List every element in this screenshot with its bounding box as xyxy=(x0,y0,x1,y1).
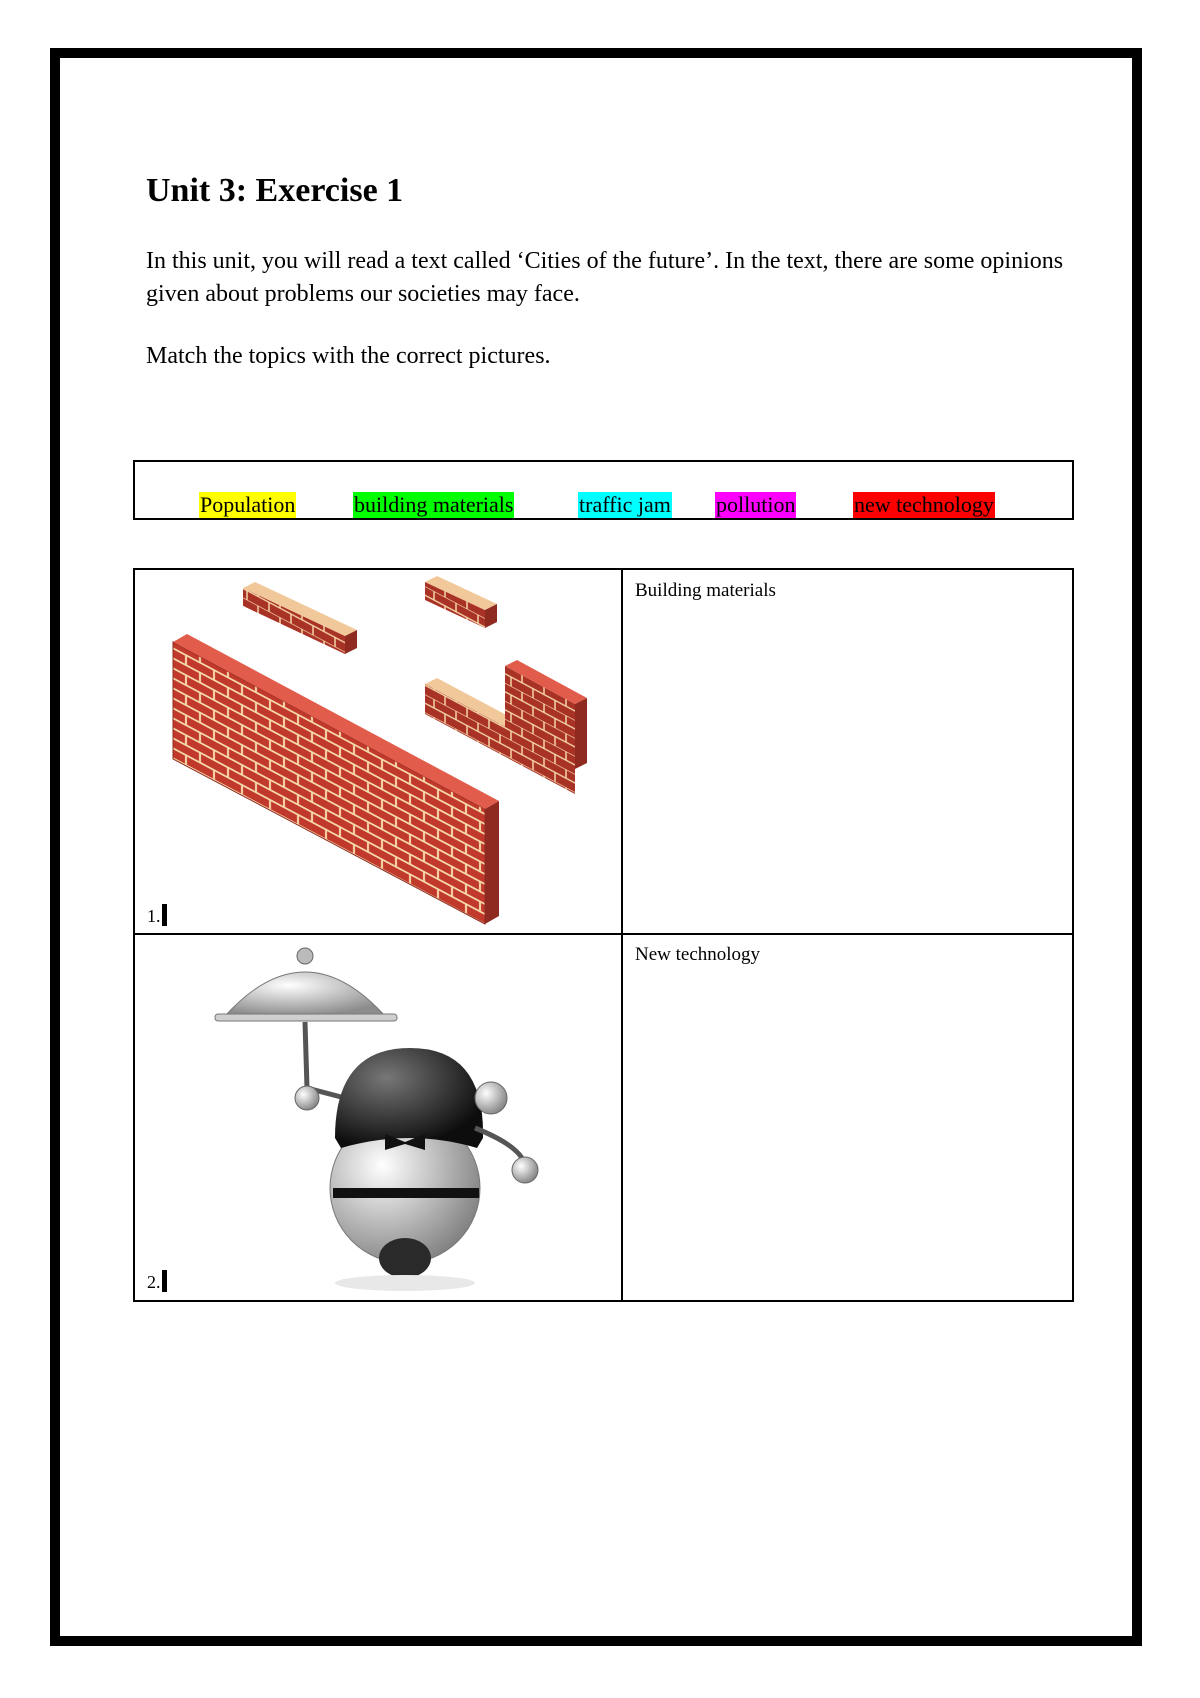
table-column-divider xyxy=(621,570,623,1300)
topic-new-technology: new technology xyxy=(854,492,994,517)
robot-waiter-icon xyxy=(195,938,575,1298)
table-row-divider xyxy=(135,933,1072,935)
topic-word-box xyxy=(133,460,1074,520)
row-number-1: 1. xyxy=(147,904,167,926)
answer-row-2: New technology xyxy=(635,944,761,965)
intro-paragraph: In this unit, you will read a text called ‘Cities of the future’. In the text, there are some opinions given about problems our societies may face. xyxy=(146,248,1064,307)
brick-wall-icon xyxy=(165,574,605,929)
topic-traffic-jam: traffic jam xyxy=(579,492,671,517)
topic-pollution: pollution xyxy=(716,492,796,517)
row-number-2: 2. xyxy=(147,1270,167,1292)
topic-population: Population xyxy=(200,492,296,517)
topic-building-materials: building materials xyxy=(354,492,514,517)
page-title: Unit 3: Exercise 1 xyxy=(146,172,404,209)
answer-row-1: Building materials xyxy=(635,580,776,601)
matching-table xyxy=(133,568,1074,1302)
instruction-paragraph: Match the topics with the correct pictures. xyxy=(146,343,551,369)
